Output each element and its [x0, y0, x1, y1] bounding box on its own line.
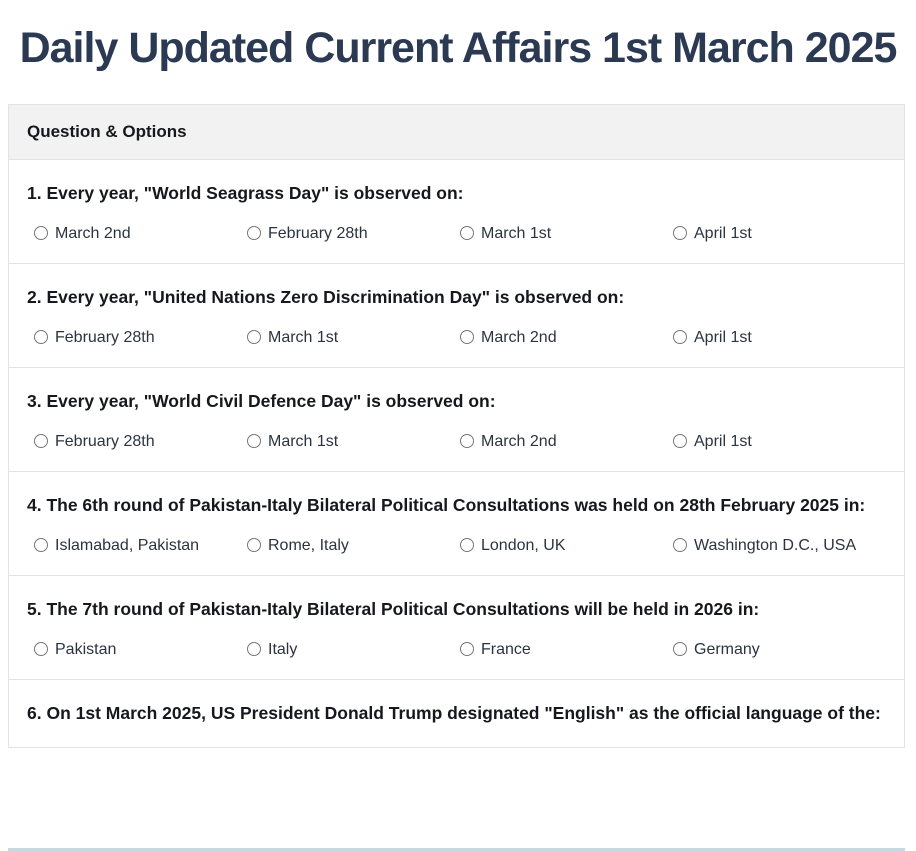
- question-text: 2. Every year, "United Nations Zero Discrimination Day" is observed on:: [27, 287, 625, 307]
- option-label[interactable]: Islamabad, Pakistan: [55, 537, 200, 554]
- option-label[interactable]: Washington D.C., USA: [694, 537, 857, 554]
- page-title: Daily Updated Current Affairs 1st March 2025: [19, 24, 897, 72]
- radio-button[interactable]: [34, 434, 48, 448]
- radio-button[interactable]: [460, 226, 474, 240]
- question-row: [9, 472, 904, 576]
- option-label[interactable]: March 2nd: [481, 433, 557, 450]
- radio-option[interactable]: [34, 326, 247, 350]
- option-label[interactable]: London, UK: [481, 537, 566, 554]
- question-text: 6. On 1st March 2025, US President Donald Trump designated "English" as the official language of the:: [27, 703, 881, 723]
- radio-button[interactable]: [673, 642, 687, 656]
- options-row: [34, 534, 886, 558]
- option-label[interactable]: April 1st: [694, 329, 752, 346]
- options-row: [34, 430, 886, 454]
- option-label[interactable]: Rome, Italy: [268, 537, 349, 554]
- radio-option[interactable]: [34, 534, 247, 558]
- radio-option[interactable]: [673, 326, 886, 350]
- radio-option[interactable]: [34, 222, 247, 246]
- radio-option[interactable]: [673, 638, 886, 662]
- radio-button[interactable]: [34, 642, 48, 656]
- question-text: 5. The 7th round of Pakistan-Italy Bilateral Political Consultations will be held in 2026 in:: [27, 599, 760, 619]
- question-text: 3. Every year, "World Civil Defence Day" is observed on:: [27, 391, 496, 411]
- option-label[interactable]: February 28th: [55, 329, 155, 346]
- radio-button[interactable]: [247, 330, 261, 344]
- radio-option[interactable]: [673, 430, 886, 454]
- question-text: 4. The 6th round of Pakistan-Italy Bilateral Political Consultations was held on 28th February 2025 in:: [27, 495, 866, 515]
- question-row: [9, 576, 904, 680]
- option-label[interactable]: March 2nd: [481, 329, 557, 346]
- option-label[interactable]: Pakistan: [55, 641, 117, 658]
- radio-option[interactable]: [247, 534, 460, 558]
- radio-button[interactable]: [247, 434, 261, 448]
- question-text: 1. Every year, "World Seagrass Day" is observed on:: [27, 183, 464, 203]
- radio-button[interactable]: [34, 538, 48, 552]
- radio-button[interactable]: [247, 642, 261, 656]
- radio-button[interactable]: [247, 226, 261, 240]
- question-row: [9, 368, 904, 472]
- radio-button[interactable]: [34, 330, 48, 344]
- radio-option[interactable]: [34, 638, 247, 662]
- radio-button[interactable]: [673, 434, 687, 448]
- radio-option[interactable]: [247, 430, 460, 454]
- radio-option[interactable]: [460, 638, 673, 662]
- option-label[interactable]: February 28th: [55, 433, 155, 450]
- radio-button[interactable]: [460, 538, 474, 552]
- radio-option[interactable]: [673, 534, 886, 558]
- option-label[interactable]: Italy: [268, 641, 298, 658]
- radio-option[interactable]: [460, 430, 673, 454]
- question-rows: [9, 160, 904, 747]
- option-label[interactable]: France: [481, 641, 531, 658]
- options-row: [34, 222, 886, 246]
- option-label[interactable]: March 1st: [268, 329, 339, 346]
- option-label[interactable]: Germany: [694, 641, 760, 658]
- options-row: [34, 326, 886, 350]
- table-header-label: Question & Options: [27, 122, 187, 141]
- option-label[interactable]: April 1st: [694, 225, 752, 242]
- radio-option[interactable]: [247, 326, 460, 350]
- radio-option[interactable]: [34, 430, 247, 454]
- radio-option[interactable]: [460, 222, 673, 246]
- radio-option[interactable]: [247, 638, 460, 662]
- radio-option[interactable]: [460, 326, 673, 350]
- option-label[interactable]: March 1st: [481, 225, 552, 242]
- option-label[interactable]: February 28th: [268, 225, 368, 242]
- option-label[interactable]: April 1st: [694, 433, 752, 450]
- radio-button[interactable]: [673, 226, 687, 240]
- option-label[interactable]: March 2nd: [55, 225, 131, 242]
- table-header: [9, 105, 904, 160]
- option-label[interactable]: March 1st: [268, 433, 339, 450]
- radio-button[interactable]: [460, 330, 474, 344]
- question-row: [9, 264, 904, 368]
- radio-button[interactable]: [247, 538, 261, 552]
- radio-button[interactable]: [34, 226, 48, 240]
- options-row: [34, 638, 886, 662]
- questions-table: [8, 104, 905, 748]
- radio-button[interactable]: [460, 434, 474, 448]
- radio-option[interactable]: [247, 222, 460, 246]
- question-row: [9, 680, 904, 747]
- radio-button[interactable]: [673, 538, 687, 552]
- radio-option[interactable]: [460, 534, 673, 558]
- radio-button[interactable]: [460, 642, 474, 656]
- question-row: [9, 160, 904, 264]
- radio-button[interactable]: [673, 330, 687, 344]
- radio-option[interactable]: [673, 222, 886, 246]
